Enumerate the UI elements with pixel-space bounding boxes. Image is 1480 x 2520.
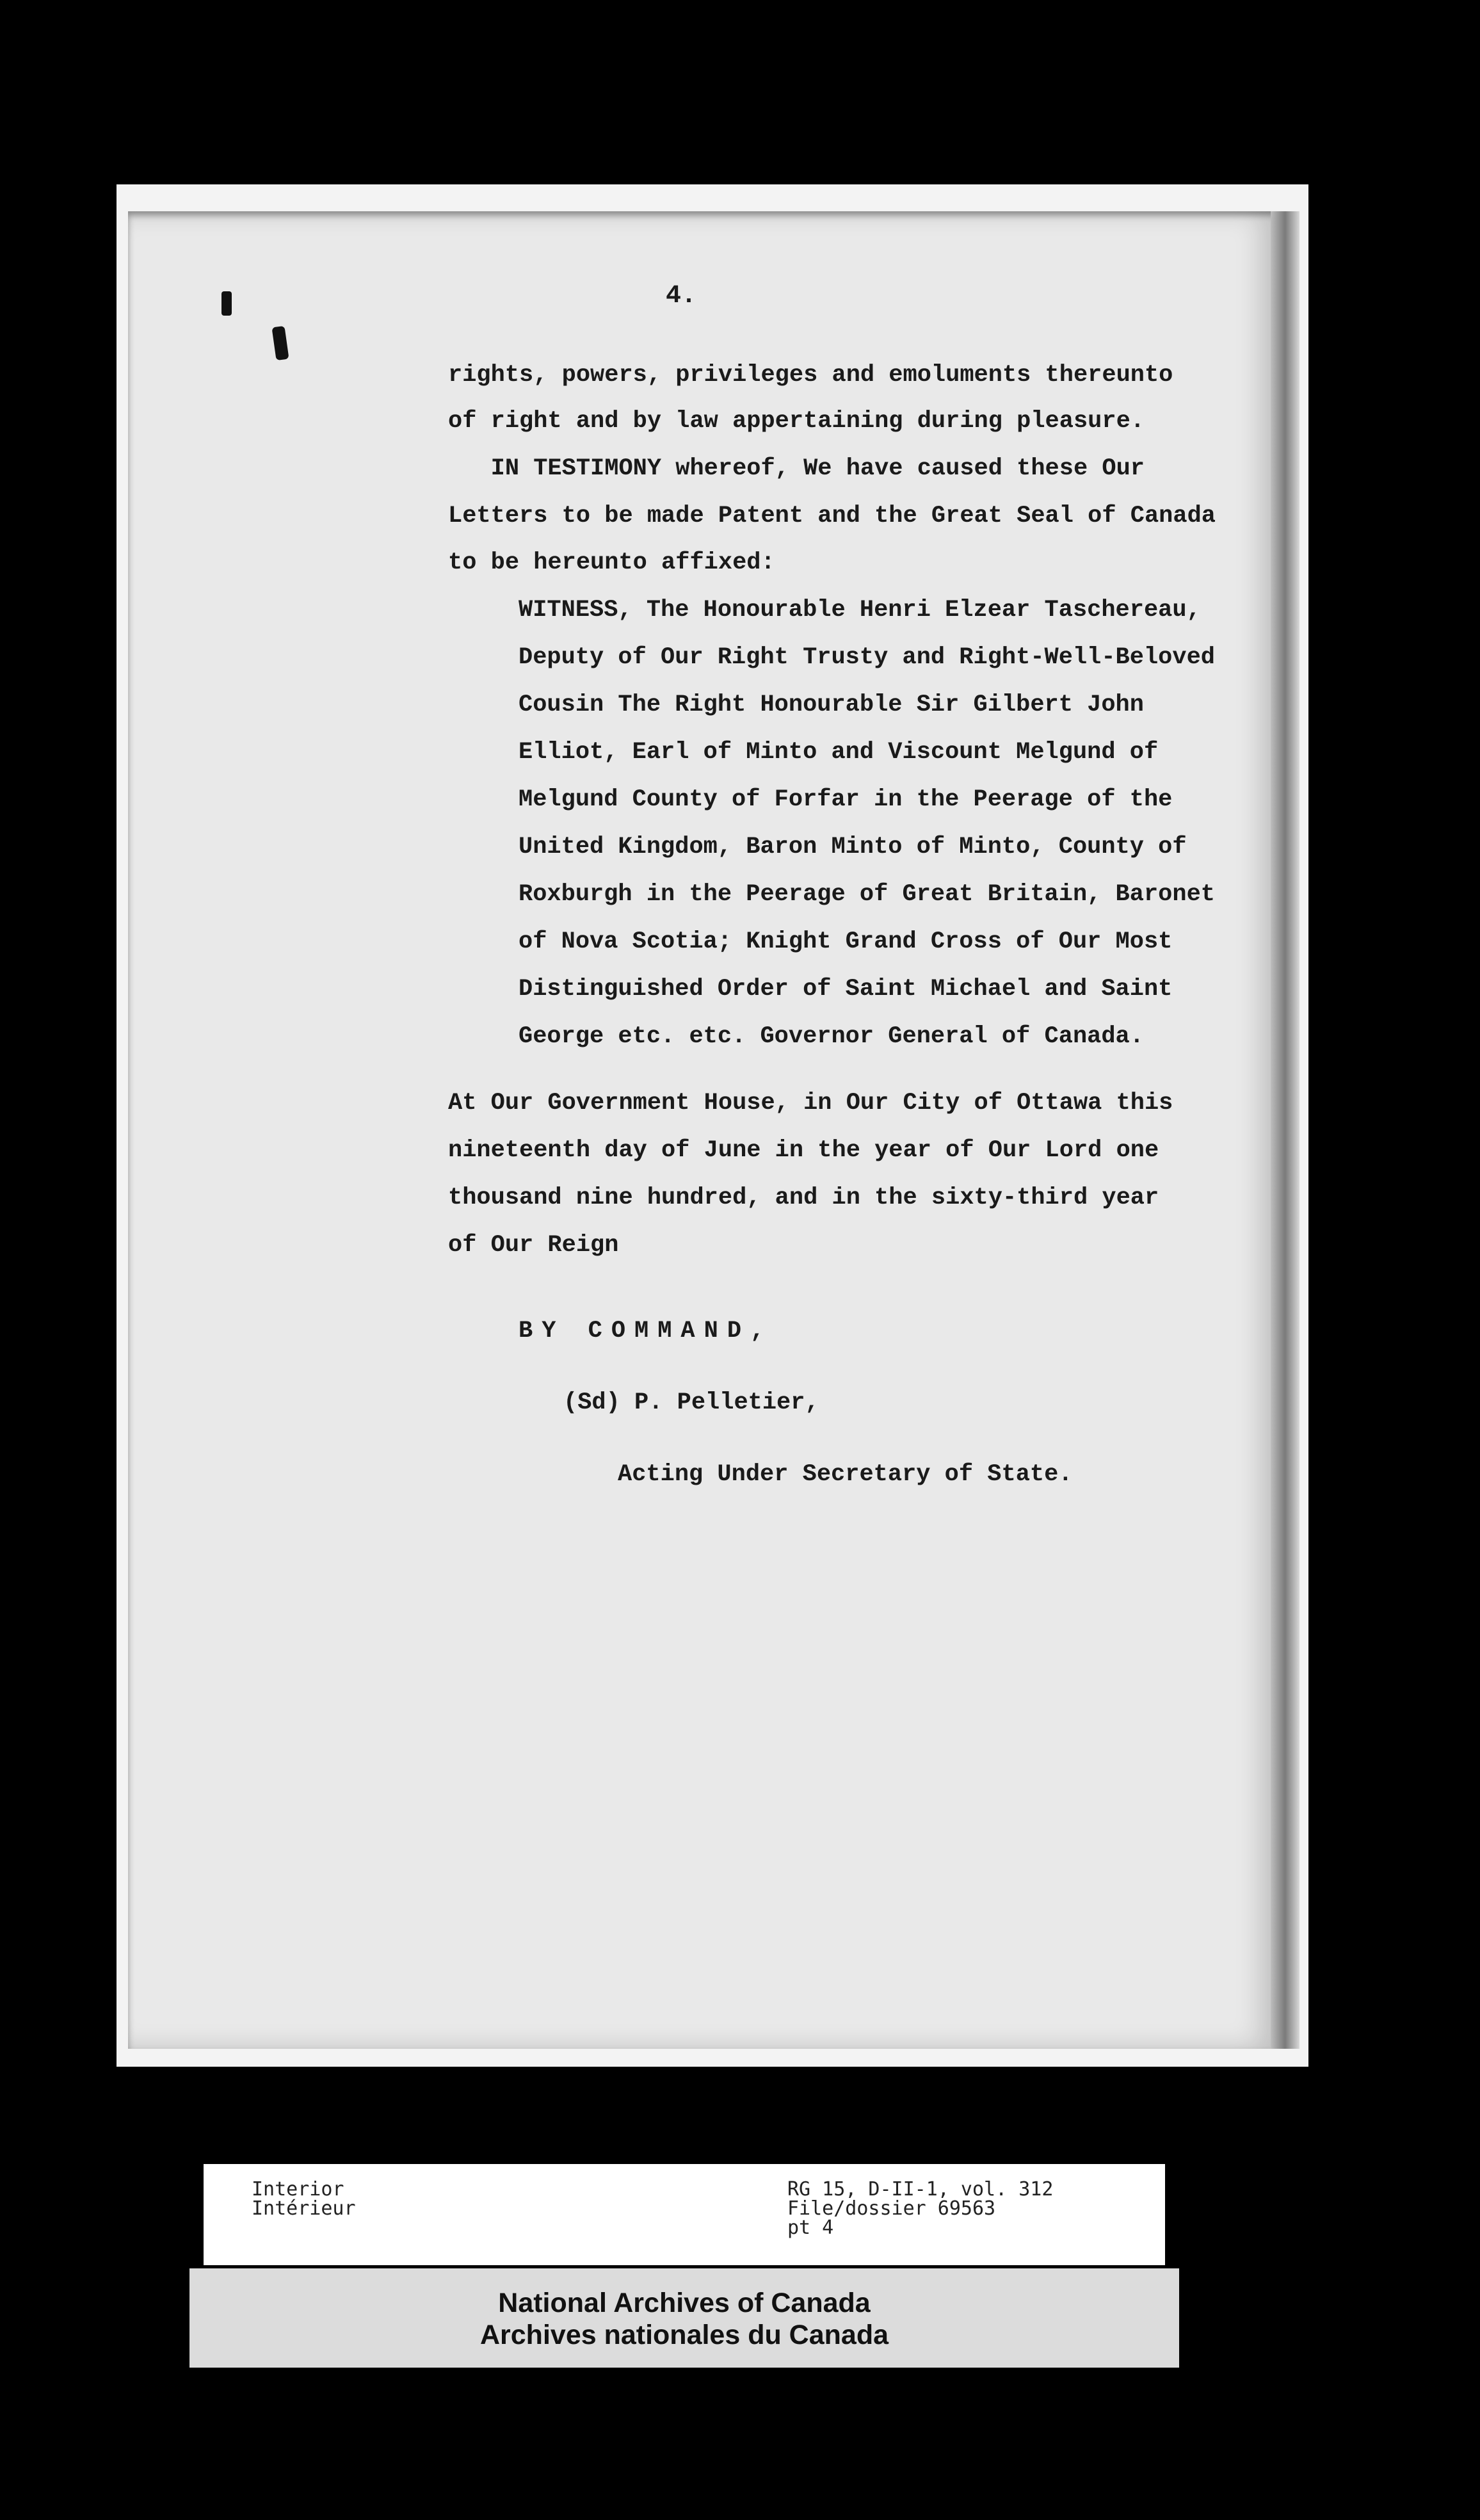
- by-command-line: BY COMMAND,: [519, 1318, 774, 1345]
- document-page: [128, 211, 1280, 2049]
- punch-hole-mark: [221, 291, 232, 316]
- department-fr: Intérieur: [252, 2197, 356, 2220]
- text-line: of Nova Scotia; Knight Grand Cross of Our Most: [519, 928, 1173, 955]
- text-line: to be hereunto affixed:: [448, 549, 775, 576]
- page-edge-shadow: [1271, 211, 1299, 2049]
- text-line: nineteenth day of June in the year of Our Lord one: [448, 1137, 1159, 1164]
- archives-banner: [189, 2268, 1179, 2368]
- page-number: 4.: [666, 282, 697, 311]
- text-line: WITNESS, The Honourable Henri Elzear Taschereau,: [519, 597, 1201, 624]
- text-line: Distinguished Order of Saint Michael and Saint: [519, 976, 1173, 1003]
- text-line: Letters to be made Patent and the Great Seal of Canada: [448, 503, 1216, 529]
- archive-reference-label: [204, 2164, 1165, 2265]
- text-line: At Our Government House, in Our City of Ottawa this: [448, 1090, 1173, 1117]
- text-line: of right and by law appertaining during pleasure.: [448, 408, 1145, 435]
- text-line: of Our Reign: [448, 1232, 619, 1259]
- text-line: United Kingdom, Baron Minto of Minto, County of: [519, 834, 1187, 860]
- text-line: Elliot, Earl of Minto and Viscount Melgund of: [519, 739, 1159, 766]
- signature-line: (Sd) P. Pelletier,: [563, 1389, 819, 1416]
- signatory-title: Acting Under Secretary of State.: [618, 1461, 1073, 1488]
- text-line: Roxburgh in the Peerage of Great Britain, Baronet: [519, 881, 1215, 908]
- archives-name-en: National Archives of Canada: [498, 2288, 871, 2318]
- text-line: Deputy of Our Right Trusty and Right-Well-Beloved: [519, 644, 1215, 671]
- file-number: File/dossier 69563: [787, 2197, 996, 2220]
- text-line: George etc. etc. Governor General of Canada.: [519, 1023, 1144, 1050]
- part-number: pt 4: [787, 2217, 834, 2239]
- text-line: Melgund County of Forfar in the Peerage of the: [519, 786, 1173, 813]
- text-line: IN TESTIMONY whereof, We have caused these Our: [448, 455, 1145, 482]
- text-line: Cousin The Right Honourable Sir Gilbert John: [519, 691, 1144, 718]
- reference-number: RG 15, D-II-1, vol. 312: [787, 2178, 1054, 2201]
- text-line: rights, powers, privileges and emoluments thereunto: [448, 362, 1173, 389]
- archives-name-fr: Archives nationales du Canada: [479, 2320, 889, 2350]
- text-line: thousand nine hundred, and in the sixty-third year: [448, 1184, 1159, 1211]
- department-en: Interior: [252, 2178, 344, 2201]
